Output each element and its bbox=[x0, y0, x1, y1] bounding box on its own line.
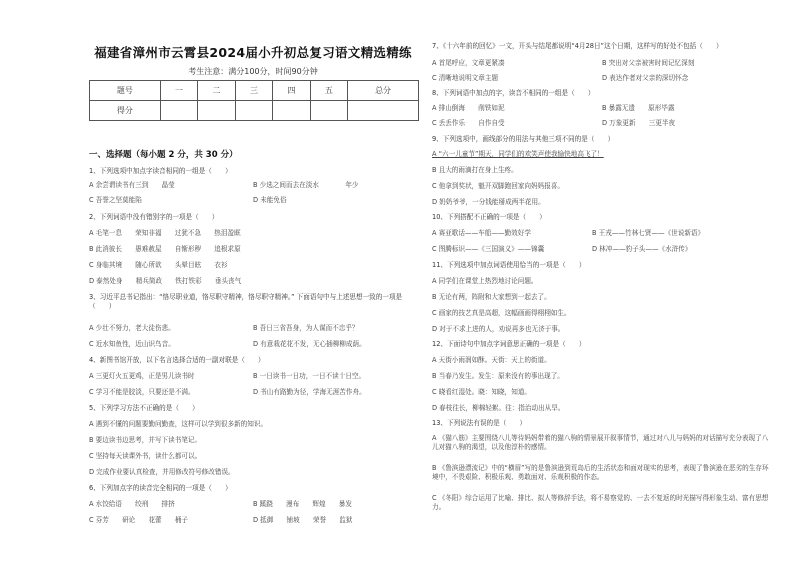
score-table bbox=[89, 80, 419, 121]
option[interactable]: B 吾日三省吾身，为人谋而不忠乎？ bbox=[253, 324, 359, 332]
option[interactable]: A 同学们在课堂上热烈地讨论问题。 bbox=[432, 277, 538, 285]
option[interactable]: B 少选之间而去在淡水 年少 bbox=[253, 181, 359, 189]
score-table-score-row bbox=[90, 101, 419, 121]
question-stem: 2、下列词语中没有错别字的一项是（ ） bbox=[89, 213, 219, 221]
option[interactable]: C 图腾标识——《三国演义》——锦囊 bbox=[432, 245, 545, 253]
option[interactable]: D 泰然处身 精兵简政 铁打铁彩 垂头丧气 bbox=[89, 277, 242, 285]
option[interactable]: A 首尾呼应，文章更紧凑 bbox=[432, 59, 505, 67]
score-input-cell[interactable] bbox=[160, 101, 197, 121]
option[interactable]: D 抵御 铺坡 荣誉 监狱 bbox=[253, 516, 353, 524]
option[interactable]: B 《鲁滨逊漂流记》中的“横眉”写的是鲁滨逊到荒岛后的生活状态和面对现实的思考，表现了鲁滨逊在恶劣的生存环境中，不畏艰险、积极乐观、勇敢面对、乐观积极的作态。 bbox=[432, 464, 769, 481]
option[interactable]: D 未能免俗 bbox=[253, 196, 287, 204]
question-stem: 10、下列搭配不正确的一项是（ ） bbox=[432, 213, 546, 221]
section-heading: 一、选择题（每小题 2 分，共 30 分） bbox=[89, 150, 238, 160]
option[interactable]: D 表达作者对父亲的深切怀念 bbox=[602, 74, 689, 82]
option[interactable]: C 坚持每天读课外书，读什么都可以。 bbox=[89, 452, 202, 460]
score-input-cell[interactable] bbox=[235, 101, 272, 121]
option[interactable]: D 有意栽花花不发，无心插柳柳成荫。 bbox=[253, 340, 366, 348]
option[interactable]: C 芬芳 研论 花蕾 桶子 bbox=[89, 516, 189, 524]
score-input-cell[interactable] bbox=[310, 101, 347, 121]
option[interactable]: C 画家的技艺真是高超，这幅画画得栩栩如生。 bbox=[432, 309, 571, 317]
option[interactable]: C 近水知鱼性，近山识鸟音。 bbox=[89, 340, 175, 348]
question-stem: 3、习近平总书记指出：“恪尽职业道，恪尽职守精神，恪尽职守精神。” 下面语句中与上述思想一致的一项是（ ） bbox=[89, 293, 403, 310]
option[interactable]: D 对于不求上进的人，劝说再多也无济于事。 bbox=[432, 325, 565, 333]
option[interactable]: B 一日读书一日功，一日不读十日空。 bbox=[253, 372, 366, 380]
score-cell: 五 bbox=[310, 81, 347, 101]
score-cell: 二 bbox=[198, 81, 235, 101]
option[interactable]: B 暴露无遗 原形毕露 bbox=[602, 104, 675, 112]
option[interactable]: B 突出对父亲被害时间记忆深刻 bbox=[602, 59, 695, 67]
option[interactable]: B 无论有两，阵附和大家想到一起去了。 bbox=[432, 293, 551, 301]
question-stem: 4、新图书馆开放，以下名言选择合适的一副对联是（ ） bbox=[89, 356, 265, 364]
question-stem: 9、下列选项中，画线部分的用法与其他三项不同的是（ ） bbox=[432, 135, 615, 143]
option[interactable]: C 《冬阳》综合运用了比喻、排比、拟人等修辞手法，将不易察觉的、一去不复返的时光描写得形象生动、富有思想力。 bbox=[432, 494, 769, 511]
score-input-cell[interactable] bbox=[348, 101, 419, 121]
option[interactable]: C 清晰地说明文章主题 bbox=[432, 74, 499, 82]
score-cell: 总分 bbox=[348, 81, 419, 101]
score-cell: 四 bbox=[273, 81, 310, 101]
score-cell: 三 bbox=[235, 81, 272, 101]
option[interactable]: C 吾誉之坚莫能陷 bbox=[89, 196, 142, 204]
question-stem: 1、下列选项中加点字读音相同的一组是（ ） bbox=[89, 167, 232, 175]
exam-notice: 考生注意：满分100分，时间90分钟 bbox=[188, 67, 318, 76]
option[interactable]: A 毛笔一息 荣知非福 过犹不急 热泪盈眶 bbox=[89, 229, 241, 237]
option[interactable]: C 晓看红湿处。晓：知晓，知道。 bbox=[432, 388, 532, 396]
option[interactable]: D 万象更新 三更半夜 bbox=[602, 119, 676, 127]
option[interactable]: A 水饺给语 绞刑 排挤 bbox=[89, 500, 175, 508]
option[interactable]: B 且大的雨滴打在身上生疼。 bbox=[432, 166, 518, 174]
option[interactable]: D 完成作业要认真检查，并用修改符号修改错误。 bbox=[89, 468, 235, 476]
question-stem: 11、下列选项中加点词语使用恰当的一项是（ ） bbox=[432, 261, 586, 269]
exam-title: 福建省漳州市云霄县2024届小升初总复习语文精选精练 bbox=[94, 45, 412, 60]
option[interactable]: A 天街小雨润如酥。天街：天上的街道。 bbox=[432, 356, 551, 364]
score-cell: 得分 bbox=[90, 101, 161, 121]
question-stem: 13、下列说法有误的是（ ） bbox=[432, 419, 527, 427]
option[interactable]: A 《猫八筋》主要围绕八儿等待妈妈带着的猫八驹的情景展开叙事情节，通过对八儿与妈妈的对话描写充分表现了八儿对猫八驹的渴望，以及他淳朴的感情。 bbox=[432, 434, 769, 451]
option[interactable]: B 蹊跷 漫布 辉煌 暴发 bbox=[253, 500, 352, 508]
question-stem: 5、下列学习方法不正确的是（ ） bbox=[89, 404, 199, 412]
option[interactable]: A 余尝谓读书有三到 晶莹 bbox=[89, 181, 175, 189]
option[interactable]: B 要边读书边思考，并写下读书笔记。 bbox=[89, 436, 202, 444]
option[interactable]: C 学习不能是胶淡，只要还是不满。 bbox=[89, 388, 195, 396]
score-table-header-row bbox=[90, 81, 419, 101]
question-stem: 8、下列词语中加点的字，读音不相同的一组是（ ） bbox=[432, 89, 595, 97]
option[interactable]: B 王戎——竹林七贤——《世说新语》 bbox=[592, 229, 705, 237]
option[interactable]: A 赛亚歌话——车船——勤效好学 bbox=[432, 229, 531, 237]
score-cell: 题号 bbox=[90, 81, 161, 101]
score-input-cell[interactable] bbox=[198, 101, 235, 121]
option[interactable]: D 春枝往长，柳棉轻絮。往：指治动出从旱。 bbox=[432, 404, 565, 412]
score-cell: 一 bbox=[160, 81, 197, 101]
question-stem: 12、下面诗句中加点字词意思正确的一项是（ ） bbox=[432, 340, 586, 348]
option[interactable]: B 此消彼长 愚难赦屋 自惭形秽 追根求原 bbox=[89, 245, 241, 253]
option[interactable]: A 遇到不懂的问题要勤问勤查，这样可以学到很多新的知识。 bbox=[89, 420, 268, 428]
option[interactable]: D 奶奶爷爷，一分钱能掰成两半花用。 bbox=[432, 198, 545, 206]
option[interactable]: A 少壮不努力，老大徒伤悲。 bbox=[89, 324, 175, 332]
option[interactable]: D 书山有路勤为径，学海无涯苦作舟。 bbox=[253, 388, 366, 396]
option[interactable]: A “六一儿童节”期天，同学们的欢笑声使我愉快地高飞了！ bbox=[432, 150, 604, 158]
option[interactable]: A 排山倒海 削铁如泥 bbox=[432, 104, 505, 112]
option[interactable]: B 当春乃发生。发生：原来没有的事出现了。 bbox=[432, 372, 564, 380]
option[interactable]: C 他拿到奖状，魁开双脚跑回家向妈妈报喜。 bbox=[432, 182, 564, 190]
score-input-cell[interactable] bbox=[273, 101, 310, 121]
option[interactable]: D 林冲——豹子头——《水浒传》 bbox=[592, 245, 692, 253]
option[interactable]: A 三更灯火五更鸡，正是男儿读书时 bbox=[89, 372, 195, 380]
option[interactable]: C 丢丢作乐 自作自受 bbox=[432, 119, 505, 127]
option[interactable]: C 身临其境 随心所欲 头晕目眩 衣衫 bbox=[89, 261, 228, 269]
question-stem: 7、《十六年前的回忆》一文，开头与结尾都说明“4月28日”这个日期，这样写的好处不包括（ ） bbox=[432, 42, 723, 50]
question-stem: 6、下列加点字的读音完全相同的一项是（ ） bbox=[89, 484, 232, 492]
